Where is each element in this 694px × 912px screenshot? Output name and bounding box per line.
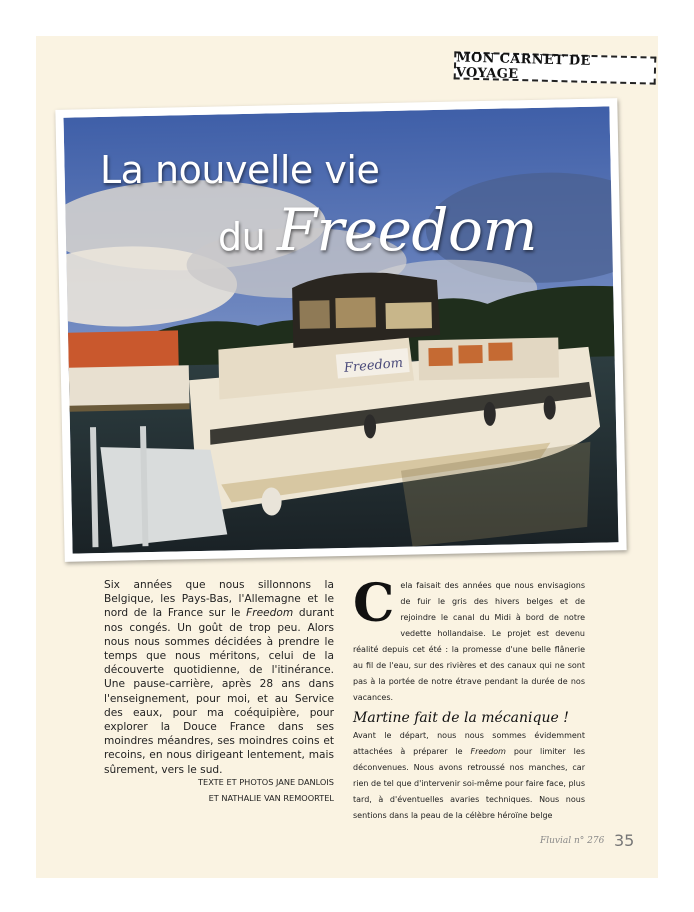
section-rubric [454,51,657,84]
rubric-label: MON CARNET DE VOYAGE [455,50,591,83]
article-title-line1: La nouvelle vie [100,148,380,192]
article-body [353,573,585,824]
page-number: 35 [614,831,635,850]
boat-banner-text: Freedom [343,355,404,376]
magazine-issue: Fluvial n° 276 [540,836,605,846]
credits-line-1: TEXTE ET PHOTOS JANE DANLOIS [198,777,334,787]
article-paragraph-2b: pour limiter les déconvenues. Nous avons retroussé nos manches, car rien de tel que d'intervenir soi-même pour faire face, plus tard, à d'éventuelles avaries techniques. Nous nous sentions dans la peau de la célèbre héroïne belge [353,747,585,820]
photo-credits [104,774,334,806]
intro-boat-name: Freedom [246,607,294,620]
article-subhead: Martine fait de la mécanique ! [353,710,569,726]
intro-text-b: durant nos congés. Un goût de trop peu. Alors nous nous sommes décidées à prendre le temps que nous méritons, celui de la découverte quotidienne, de l'itinérance. Une pause-carrière, après 28 ans dans l'enseignement, pour moi, et au Service des eaux, pour ma coéquipière, pour explorer la Douce France dans ses moindres méandres, ses moindres coins et recoins, en nous dirigeant lentement, mais sûrement, vers le sud. [104,607,334,776]
drop-cap: C [353,573,395,634]
article-paragraph-1: ela faisait des années que nous envisagions de fuir le gris des hivers belges et de rejoindre le canal du Midi à bord de notre vedette hollandaise. Le projet est devenu réalité depuis cet été : la promesse d'une belle flânerie au fil de l'eau, sur des rivières et des canaux qui ne sont pas à la portée de notre étrave pendant la durée de nos vacances. [353,581,585,702]
title-prefix: du [218,215,266,259]
intro-text-a: Six années que nous sillonnons la Belgique, les Pays-Bas, l'Allemagne et le nord de la France sur le [104,579,334,620]
article-boat-name: Freedom [470,747,506,756]
article-paragraph-2a: Avant le départ, nous nous sommes évidemment attachées à préparer le [353,731,585,756]
intro-paragraph [104,578,334,777]
credits-line-2: ET NATHALIE VAN REMOORTEL [208,793,334,803]
article-title-line2 [218,196,537,264]
title-boat-name: Freedom [276,196,537,264]
